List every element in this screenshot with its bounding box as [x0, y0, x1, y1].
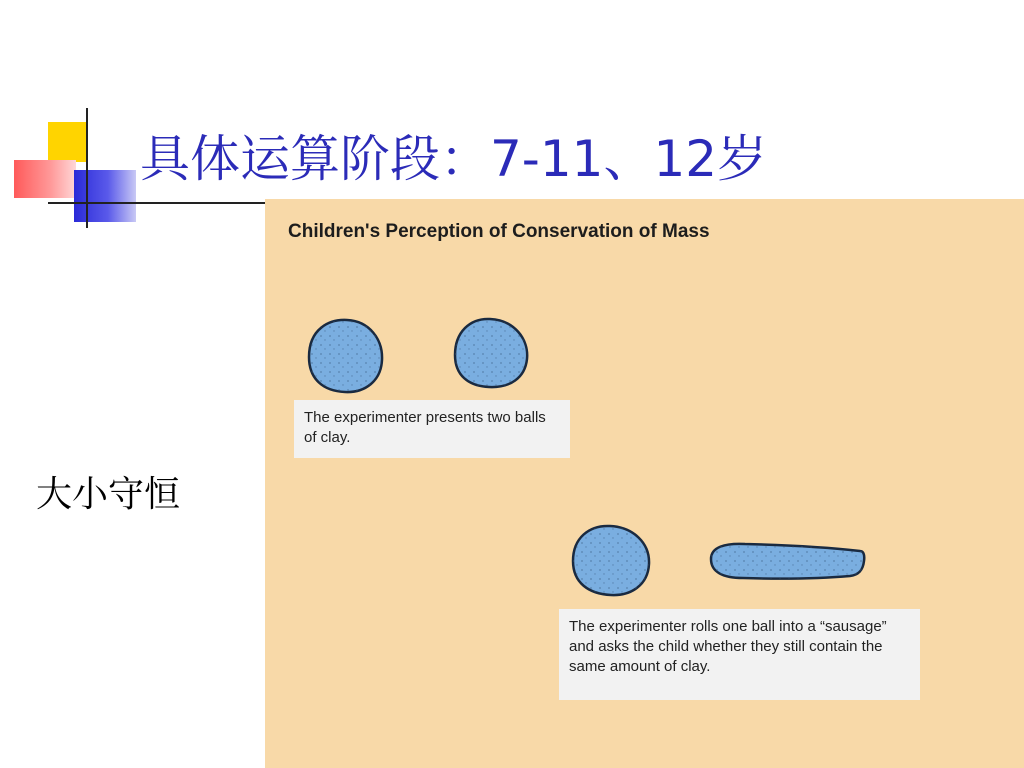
caption-present-balls: The experimenter presents two balls of clay.: [294, 400, 570, 458]
slide-corner-logo: [0, 0, 140, 240]
figure-title: Children's Perception of Conservation of Mass: [288, 221, 710, 242]
yellow-square-decoration: [48, 122, 86, 162]
vertical-rule-decoration: [86, 108, 88, 228]
title-underline-rule: [48, 202, 266, 204]
clay-sausage: [711, 544, 864, 579]
clay-ball-left: [309, 320, 382, 392]
slide-title: 具体运算阶段：7-11、12岁: [140, 130, 768, 188]
conservation-figure: [265, 199, 1024, 768]
side-label: 大小守恒: [36, 474, 181, 515]
caption-rolls-sausage: The experimenter rolls one ball into a “sausage” and asks the child whether they still contain the same amount of clay.: [559, 609, 920, 700]
clay-ball-unchanged: [573, 526, 649, 595]
clay-ball-right: [455, 319, 527, 387]
red-square-decoration: [14, 160, 76, 198]
blue-square-decoration: [74, 170, 136, 222]
